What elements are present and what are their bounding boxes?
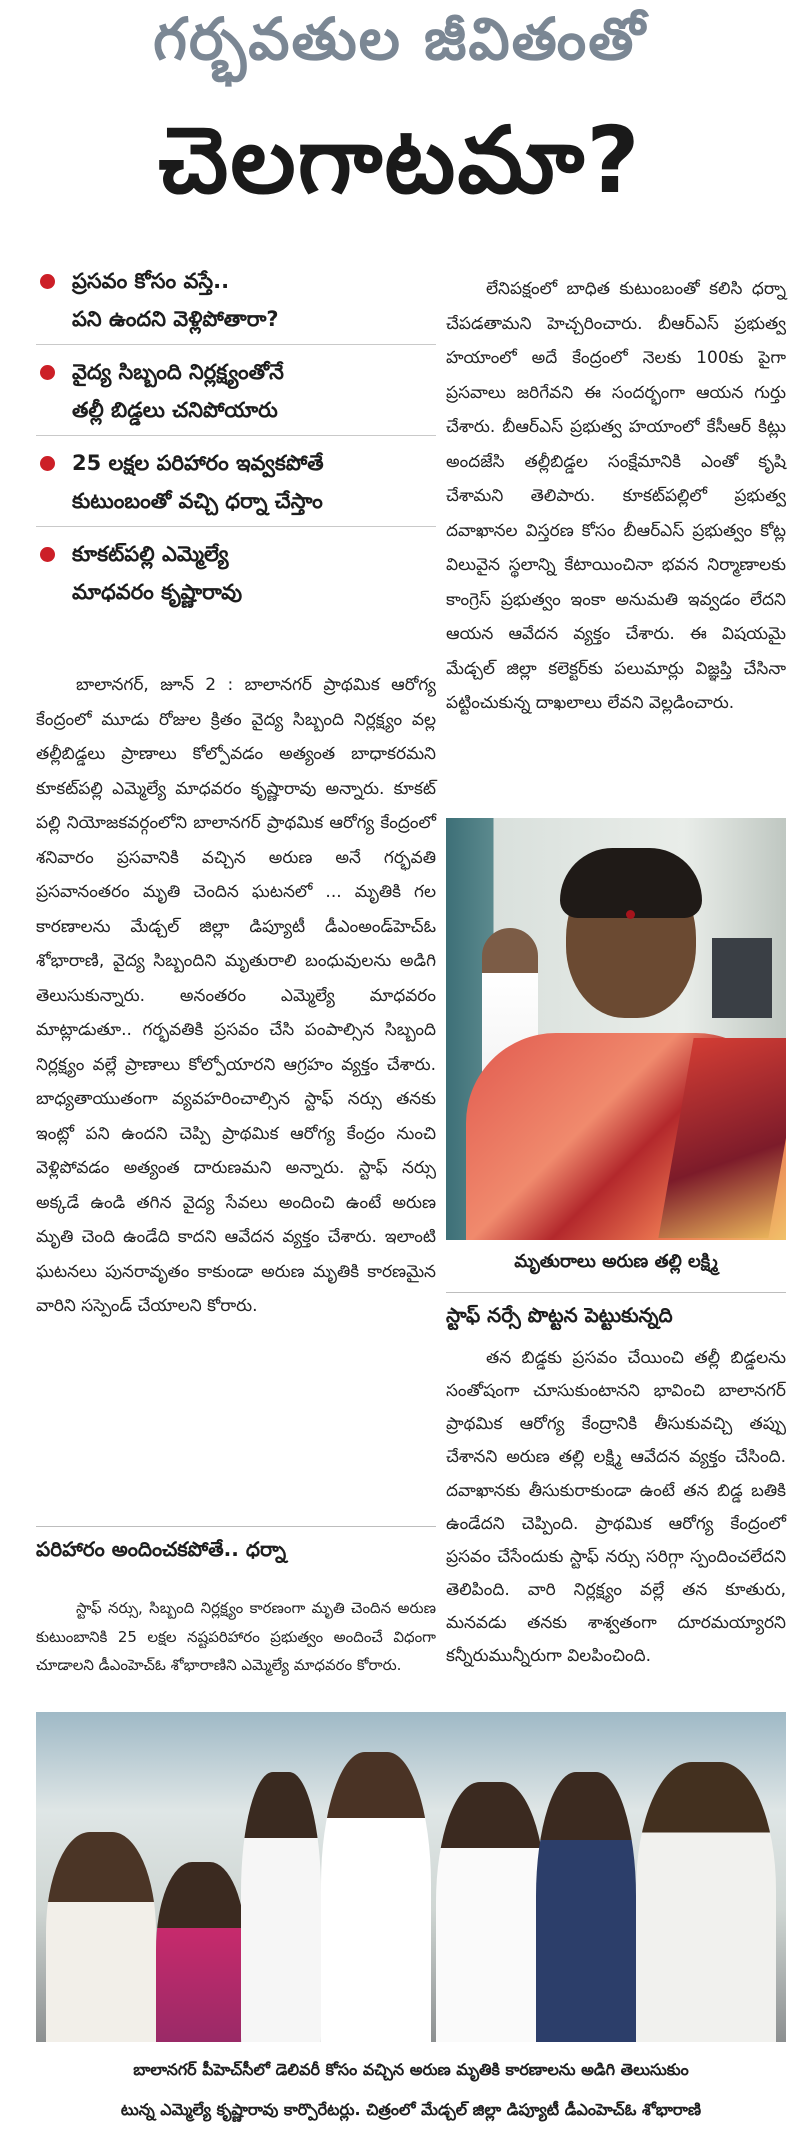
subheading: స్టాఫ్ నర్సే పొట్టన పెట్టుకున్నది	[446, 1292, 786, 1332]
article-paragraph: లేనిపక్షంలో బాధిత కుటుంబంతో కలిసి ధర్నా చేపడతామని హెచ్చరించారు. బీఆర్‌ఎస్ ప్రభుత్వ హయాంలో అదే కేంద్రంలో నెలకు 100కు పైగా ప్రసవాలు జరిగేవని ఈ సందర్భంగా ఆయన గుర్తు చేశారు. బీఆర్‌ఎస్ ప్రభుత్వ హయాంలో కేసీఆర్ కిట్లు అందజేసి తల్లీబిడ్డల సంక్షేమానికి ఎంతో కృషి చేశామని తెలిపారు. కూకట్‌పల్లిలో ప్రభుత్వ దవాఖానల విస్తరణ కోసం బీఆర్‌ఎస్ ప్రభుత్వం కోట్ల విలువైన స్థలాన్ని కేటాయించినా భవన నిర్మాణాలకు కాంగ్రెస్ ప్రభుత్వం ఇంకా అనుమతి ఇవ్వడం లేదని ఆయన ఆవేదన వ్యక్తం చేశారు. ఈ విషయమై మేడ్చల్ జిల్లా కలెక్టర్‌కు పలుమార్లు విజ్ఞప్తి చేసినా పట్టించుకున్న దాఖలాలు లేవని వెల్లడించారు.	[446, 279, 786, 713]
article-paragraph: బాలానగర్, జూన్ 2 : బాలానగర్ ప్రాథమిక ఆరోగ్య కేంద్రంలో మూడు రోజుల క్రితం వైద్య సిబ్బంది నిర్లక్ష్యం వల్ల తల్లీబిడ్డలు ప్రాణాలు కోల్పోవడం అత్యంత బాధాకరమని కూకట్‌పల్లి ఎమ్మెల్యే మాధవరం కృష్ణారావు అన్నారు. కూకట్ పల్లి నియోజకవర్గంలోని బాలానగర్ ప్రాథమిక ఆరోగ్య కేంద్రంలో శనివారం ప్రసవానికి వచ్చిన అరుణ అనే గర్భవతి ప్రసవానంతరం మృతి చెందిన ఘటనలో ... మృతికి గల కారణాలను మేడ్చల్ జిల్లా డిప్యూటీ డీఎంఅండ్‌హెచ్‌ఓ శోభారాణి, వైద్య సిబ్బందిని మృతురాలి బంధువులను అడిగి తెలుసుకున్నారు. అనంతరం ఎమ్మెల్యే మాధవరం మాట్లాడుతూ.. గర్భవతికి ప్రసవం చేసి పంపాల్సిన సిబ్బంది నిర్లక్ష్యం వల్లే ప్రాణాలు కోల్పోయారని ఆగ్రహం వ్యక్తం చేశారు. బాధ్యతాయుతంగా వ్యవహరించాల్సిన స్టాఫ్ నర్సు తనకు ఇంట్లో పని ఉందని చెప్పి ప్రాథమిక ఆరోగ్య కేంద్రం నుంచి వెళ్లిపోవడం అత్యంత దారుణమని అన్నారు. స్టాఫ్ నర్సు అక్కడే ఉండి తగిన వైద్య సేవలు అందించి ఉంటే అరుణ మృతి చెంది ఉండేది కాదని ఆవేదన వ్యక్తం చేశారు. ఇలాంటి ఘటనలు పునరావృతం కాకుండా అరుణ మృతికి కారణమైన వారిని సస్పెండ్ చేయాలని కోరారు.	[36, 675, 436, 1316]
bullet-item	[36, 535, 436, 617]
bullet-text: పని ఉందని వెళ్లిపోతారా?	[72, 307, 279, 331]
headline-line-2: చెలగాటమా?	[158, 107, 642, 214]
bullet-text: కుటుంబంతో వచ్చి ధర్నా చేస్తాం	[72, 489, 323, 513]
article-left-column-2	[36, 1594, 436, 1680]
bullet-item	[36, 444, 436, 527]
article-paragraph: తన బిడ్డకు ప్రసవం చేయించి తల్లీ బిడ్డలను సంతోషంగా చూసుకుంటానని భావించి బాలానగర్ ప్రాథమిక ఆరోగ్య కేంద్రానికి తీసుకువచ్చి తప్పు చేశానని అరుణ తల్లి లక్ష్మి ఆవేదన వ్యక్తం చేసింది. దవాఖానకు తీసుకురాకుండా ఉంటే తన బిడ్డ బతికి ఉండేదని చెప్పింది. ప్రాథమిక ఆరోగ్య కేంద్రంలో ప్రసవం చేసేందుకు స్టాఫ్ నర్సు సరిగ్గా స్పందించలేదని తెలిపింది. వారి నిర్లక్ష్యం వల్లే తన కూతురు, మనవడు తనకు శాశ్వతంగా దూరమయ్యారని కన్నీరుమున్నీరుగా విలపించింది.	[446, 1348, 786, 1667]
highlight-bullets	[36, 262, 436, 625]
bullet-text: తల్లీ బిడ్డలు చనిపోయారు	[72, 398, 278, 422]
subheading: పరిహారం అందించకపోతే.. ధర్నా	[36, 1526, 436, 1566]
article-paragraph: స్టాఫ్ నర్సు, సిబ్బంది నిర్లక్ష్యం కారణంగా మృతి చెందిన అరుణ కుటుంబానికి 25 లక్షల నష్టపరిహారం ప్రభుత్వం అందించే విధంగా చూడాలని డీఎంహెచ్‌ఓ శోభారాణిని ఎమ్మెల్యే మాధవరం కోరారు.	[36, 1599, 436, 1674]
photo-caption-group	[36, 2050, 786, 2140]
photo-caption-line: బాలానగర్ పీహెచ్‌సీలో డెలివరీ కోసం వచ్చిన అరుణ మృతికి కారణాలను అడిగి తెలుసుకుం	[133, 2060, 689, 2079]
article-left-column	[36, 668, 436, 1324]
article-right-column	[446, 272, 786, 721]
bullet-item	[36, 353, 436, 436]
bullet-text: ప్రసవం కోసం వస్తే..	[72, 269, 230, 293]
bullet-dot-icon	[40, 456, 55, 471]
headline-line-1: గర్భవతుల జీవితంతో	[153, 5, 647, 73]
bullet-text: 25 లక్షల పరిహారం ఇవ్వకపోతే	[72, 451, 324, 475]
photo-caption: మృతురాలు అరుణ తల్లి లక్ష్మి	[446, 1240, 786, 1284]
photo-victim-mother	[446, 818, 786, 1240]
bullet-item	[36, 262, 436, 345]
photo-caption-line: టున్న ఎమ్మెల్యే కృష్ణారావు కార్పొరేటర్లు. చిత్రంలో మేడ్చల్ జిల్లా డిప్యూటీ డీఎంహెచ్‌ఓ శోభారాణి	[120, 2100, 702, 2119]
bullet-dot-icon	[40, 547, 55, 562]
photo-background-screen	[712, 938, 772, 1018]
bullet-text: వైద్య సిబ్బంది నిర్లక్ష్యంతోనే	[72, 360, 284, 384]
bullet-text: మాధవరం కృష్ణారావు	[72, 580, 243, 604]
article-right-column-2	[446, 1342, 786, 1674]
bullet-dot-icon	[40, 365, 55, 380]
bullet-text: కూకట్‌పల్లి ఎమ్మెల్యే	[72, 542, 229, 566]
bullet-dot-icon	[40, 274, 55, 289]
photo-group-visit	[36, 1712, 786, 2042]
